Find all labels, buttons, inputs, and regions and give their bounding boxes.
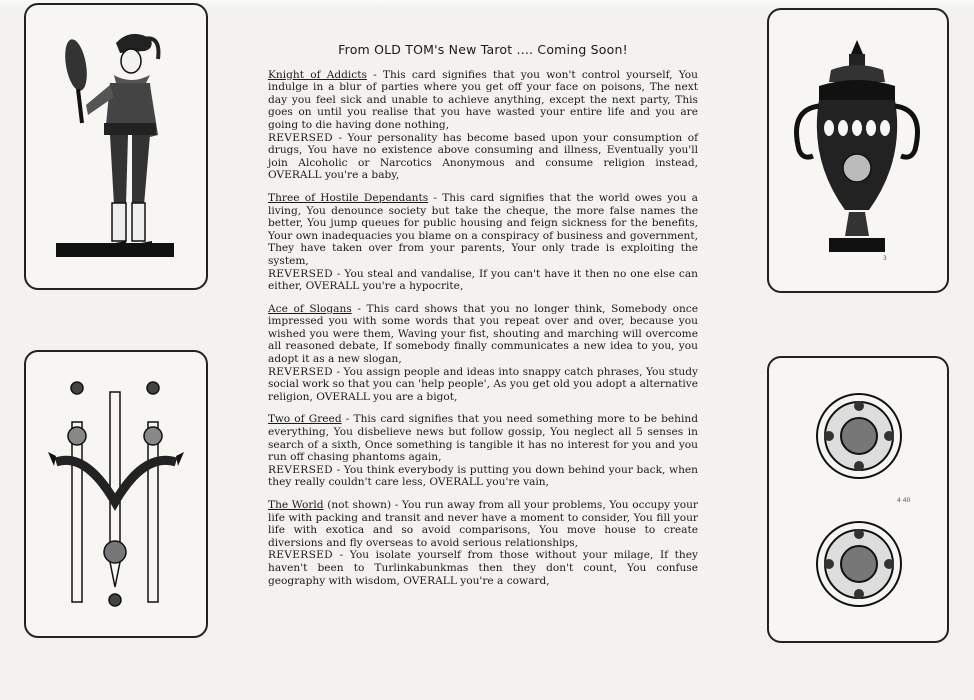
entry-the-world bbox=[268, 499, 698, 587]
reversed-label: REVERSED bbox=[268, 267, 333, 280]
coins-card-image bbox=[767, 356, 949, 643]
two-coins-icon bbox=[769, 358, 947, 641]
entry-body: - This card signifies that you need something more to be behind everything, You disbelieve news but follow gossip, You neglect all 5 senses in search of a sixth, Once something is tangible it has no interest for you and you run off chasing phantoms again, bbox=[268, 413, 698, 464]
entry-heading: The World bbox=[268, 499, 324, 511]
coins-card-mark: 4 40 bbox=[897, 497, 911, 504]
reversed-body: - Your personality has become based upon your consumption of drugs, You have no existence above consuming and illness, Eventually you'll join Alcoholic or Narcotics Anonymous and consume religion instead, OVERALL you're a baby, bbox=[268, 131, 698, 182]
reversed-label: REVERSED bbox=[268, 365, 333, 378]
urn-icon bbox=[769, 10, 947, 291]
urn-card-mark: 3 bbox=[883, 255, 887, 262]
entry-two-of-greed bbox=[268, 413, 698, 489]
reversed-body: - You isolate yourself from those without your milage, If they haven't been to Turlinkabunkmas then they don't count, You confuse geography with wisdom, OVERALL you're a coward, bbox=[268, 549, 698, 587]
entry-body: - This card signifies that the world owes you a living, You denounce society but take the cheque, the more false names the better, You jump queues for public housing and feign sickness for the benefits, Your own inadequacies you blame on a conspiracy of business and government, They have taken over from your parents, Your only trade is exploiting the system, bbox=[268, 191, 698, 267]
knight-figure-icon bbox=[26, 5, 206, 288]
entry-body: - This card signifies that you won't control yourself, You indulge in a blur of parties where you get off your face on poisons, The next day you feel sick and unable to achieve anything, except the next party, This goes on until you realise that you have wasted your entire life and you are going to die having done nothing, bbox=[268, 68, 698, 131]
entry-ace-of-slogans bbox=[268, 303, 698, 404]
entry-heading: Three of Hostile Dependants bbox=[268, 191, 429, 204]
reversed-body: - You assign people and ideas into snappy catch phrases, You study social work so that you can 'help people', As you get old you adopt a alternative religion, OVERALL you are a bigot, bbox=[268, 365, 698, 403]
tarot-descriptions bbox=[268, 44, 698, 597]
entry-three-of-hostile-dependants bbox=[268, 192, 698, 293]
reversed-label: REVERSED bbox=[268, 463, 333, 476]
entry-heading: Two of Greed bbox=[268, 413, 342, 426]
swords-card-image bbox=[24, 350, 208, 638]
urn-card-image bbox=[767, 8, 949, 293]
entry-body: - You run away from all your problems, You occupy your life with packing and transit and never have a moment to consider, You fill your life with exotica and so avoid comparisons, You move house to create diversions and fly overseas to avoid serious relationships, bbox=[268, 499, 698, 549]
reversed-label: REVERSED bbox=[268, 131, 333, 144]
knight-card-image bbox=[24, 3, 208, 290]
entry-knight-of-addicts bbox=[268, 69, 698, 182]
entry-heading: Knight of Addicts bbox=[268, 68, 367, 81]
entry-heading-suffix: (not shown) bbox=[323, 499, 392, 511]
crossed-swords-icon bbox=[26, 352, 206, 636]
reversed-label: REVERSED bbox=[268, 549, 333, 562]
page-title: From OLD TOM's New Tarot .... Coming Soon! bbox=[338, 42, 628, 57]
reversed-body: - You think everybody is putting you down behind your back, when they really couldn't care less, OVERALL you're vain, bbox=[268, 463, 698, 489]
entry-body: - This card shows that you no longer think, Somebody once impressed you with some words that you repeat over and over, because you wished you were them, Waving your fist, shouting and marching will overcome all reasoned debate, If somebody finally communicates a new idea to you, you adopt it as a new slogan, bbox=[268, 302, 698, 366]
entry-heading: Ace of Slogans bbox=[268, 302, 352, 315]
reversed-body: - You steal and vandalise, If you can't have it then no one else can either, OVERALL you're a hypocrite, bbox=[268, 267, 698, 293]
